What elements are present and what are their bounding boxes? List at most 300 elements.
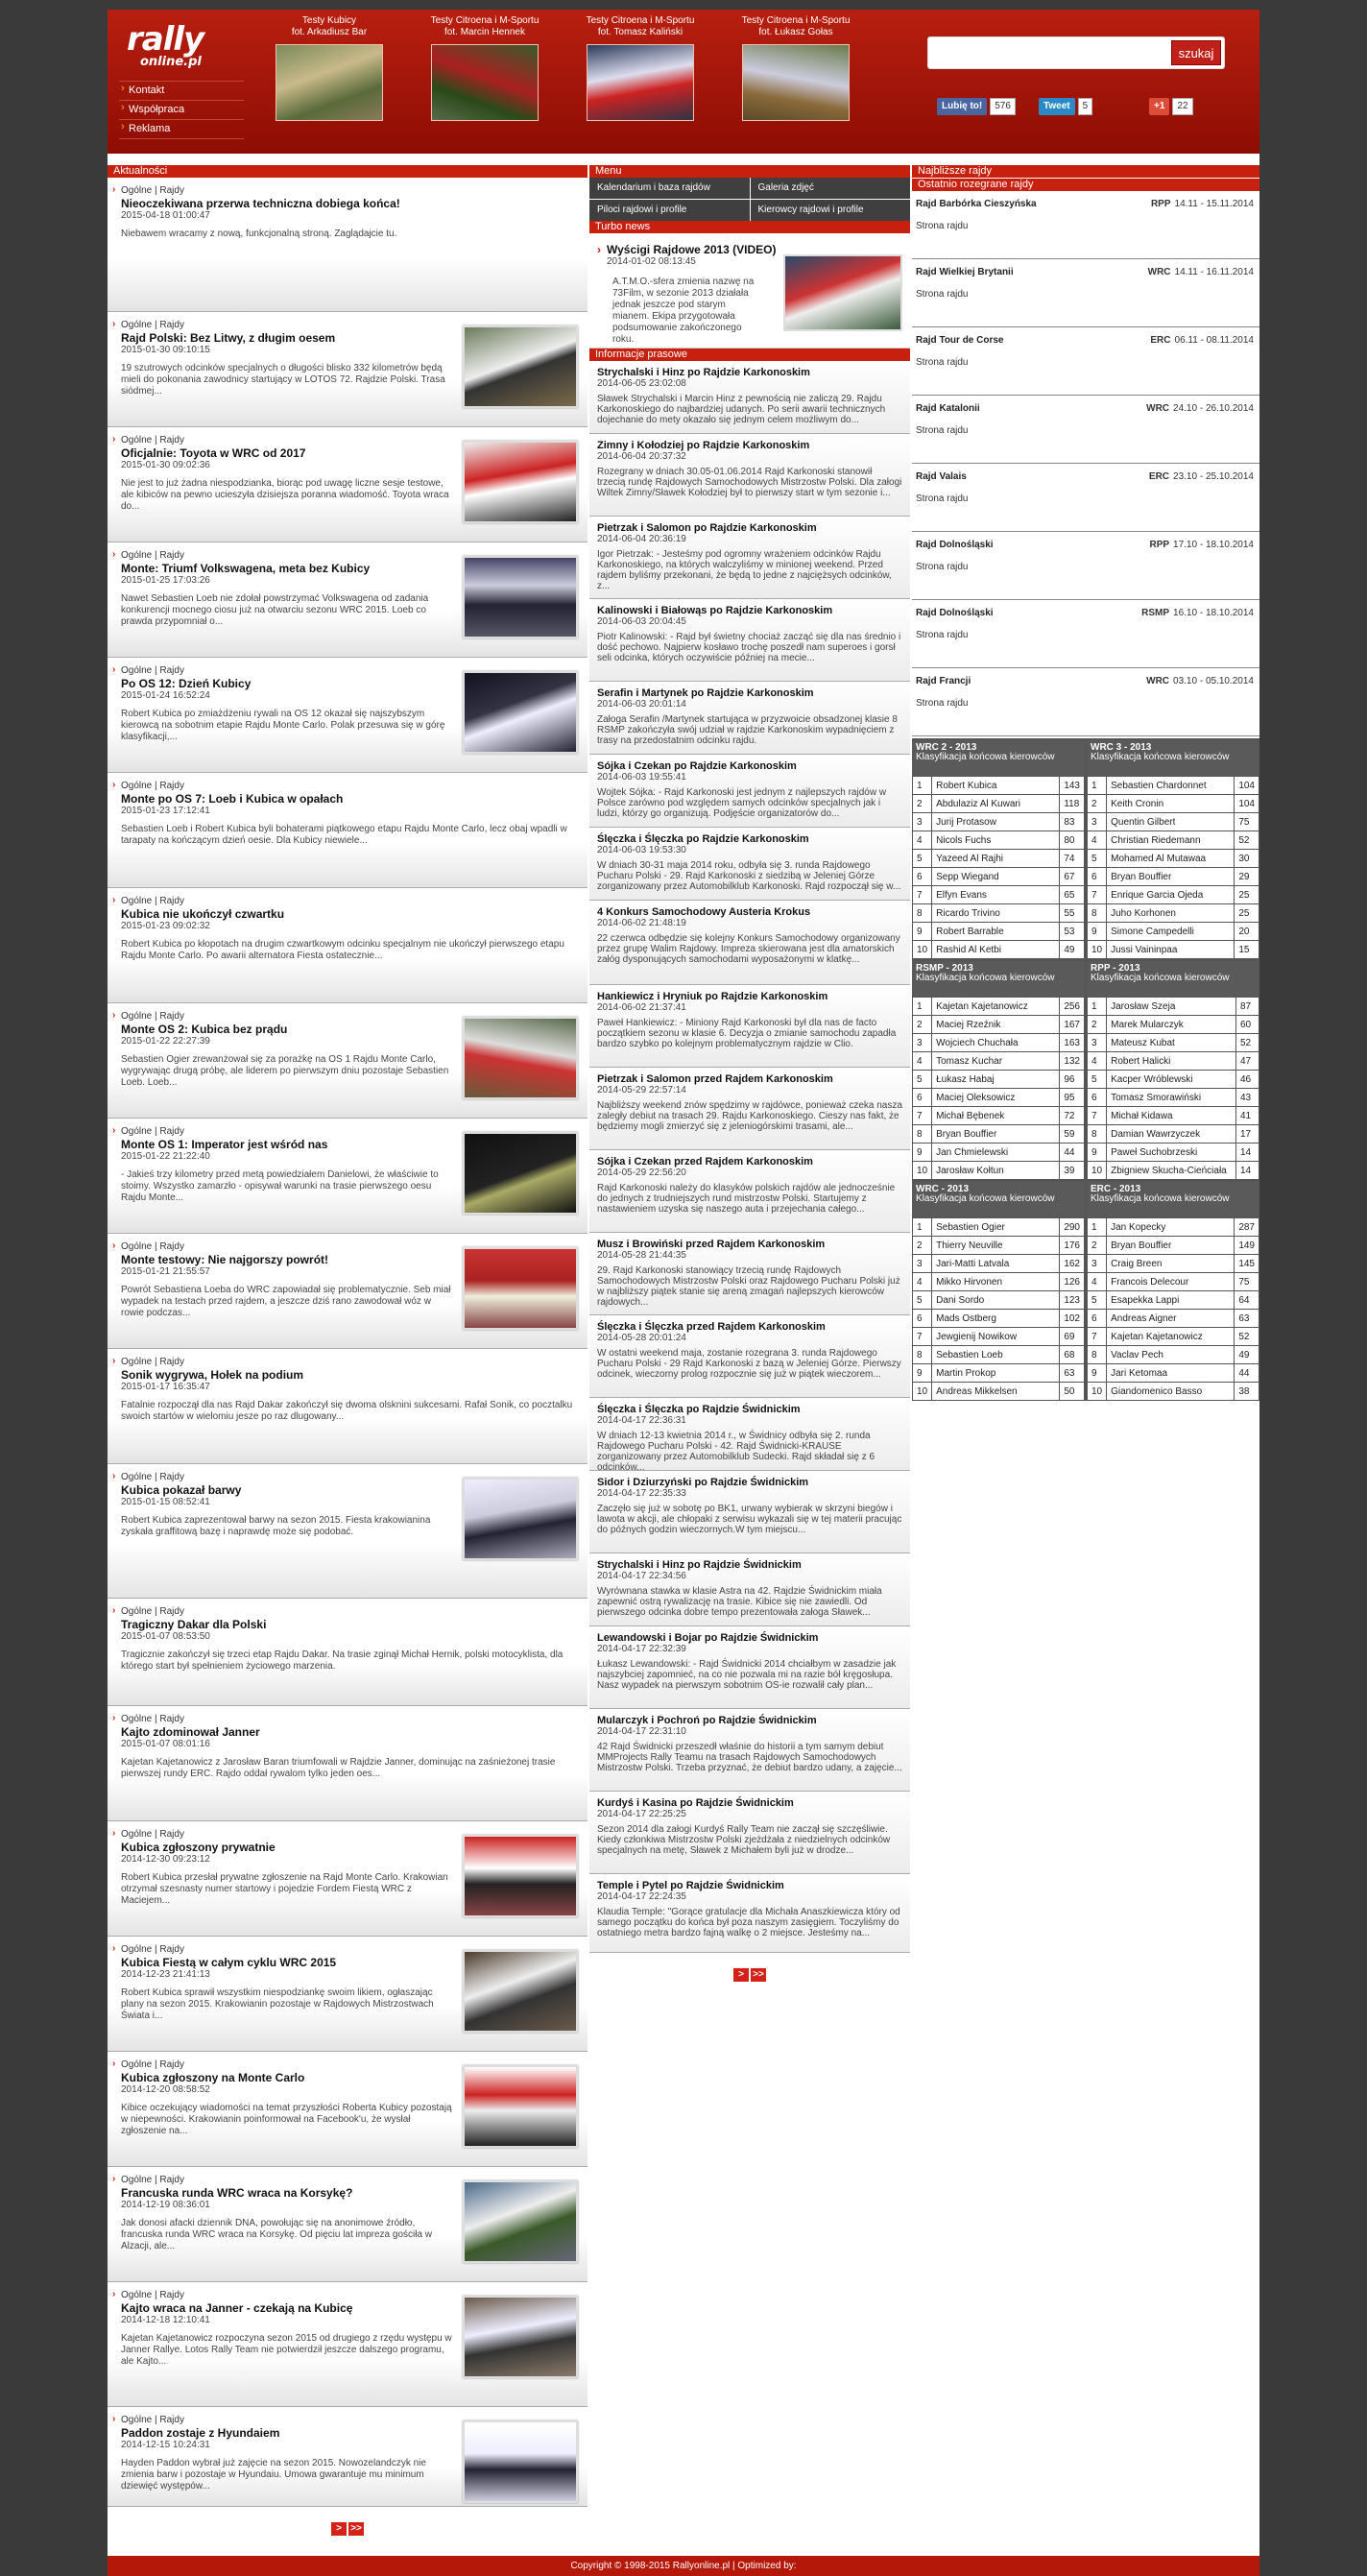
standings-pos: 8 (913, 1125, 932, 1144)
thumb-photo[interactable] (742, 44, 850, 121)
press-date: 2014-06-03 19:53:30 (597, 845, 686, 855)
standings-points: 55 (1060, 904, 1085, 923)
standings-driver[interactable]: Bryan Bouffier (1107, 868, 1235, 886)
standings-driver[interactable]: Robert Kubica (932, 777, 1060, 795)
standings-row (1088, 904, 1259, 923)
article-title[interactable]: Kajto wraca na Janner - czekają na Kubicę (121, 2301, 353, 2315)
article-category[interactable]: › Ogólne | Rajdy (121, 1126, 578, 1137)
rally-page-link[interactable]: Strona rajdu (916, 289, 969, 300)
standings-driver[interactable]: Abdulaziz Al Kuwari (932, 795, 1060, 813)
standings-pos: 2 (913, 1016, 932, 1034)
article-item[interactable] (108, 427, 588, 542)
press-item[interactable] (589, 1233, 910, 1315)
press-title[interactable]: Mularczyk i Pochroń po Rajdzie Świdnickim (597, 1715, 817, 1726)
standings-points: 41 (1236, 1107, 1259, 1125)
thumb-photo[interactable] (431, 44, 539, 121)
standings-title[interactable]: WRC - 2013 (916, 1184, 970, 1194)
article-date: 2014-12-15 10:24:31 (121, 2440, 210, 2450)
standings-row (913, 1291, 1085, 1310)
standings-driver[interactable]: Mikko Hirvonen (932, 1273, 1060, 1291)
menu-pilots[interactable]: Piloci rajdowi i profile (589, 200, 750, 221)
article-date: 2015-04-18 01:00:47 (121, 210, 210, 221)
article-item[interactable] (108, 542, 588, 658)
standings-driver[interactable]: Sebastien Ogier (932, 1218, 1060, 1237)
standings-table (912, 961, 1085, 1180)
gallery-thumb[interactable] (568, 15, 712, 121)
upcoming-header: Najbliższe rajdy (912, 165, 1259, 178)
rally-page-link[interactable]: Strona rajdu (916, 698, 969, 709)
standings-pos: 6 (913, 1310, 932, 1328)
standings-driver[interactable]: Yazeed Al Rajhi (932, 850, 1060, 868)
standings-points: 176 (1060, 1237, 1085, 1255)
article-image[interactable] (463, 1017, 578, 1099)
press-item[interactable] (589, 1553, 910, 1626)
fb-like-button[interactable]: Lubię to! (937, 98, 987, 115)
article-image[interactable] (463, 1247, 578, 1330)
press-pager (589, 1953, 910, 1993)
standings-points: 65 (1060, 886, 1085, 904)
standings-driver[interactable]: Michał Bębenek (932, 1107, 1060, 1125)
rally-name[interactable]: Rajd Dolnośląski (916, 540, 994, 550)
menu-gallery[interactable]: Galeria zdjęć (751, 178, 911, 199)
article-item[interactable] (108, 178, 588, 312)
article-excerpt: Nawet Sebastien Loeb nie zdołał powstrzymać Volkswagena od zadania konkurencji mocnego ciosu już na otwarciu sezonu WRC 2015. Loeb co prawda przypomniał o... (121, 593, 429, 627)
gallery-thumb[interactable] (724, 15, 868, 121)
article-title[interactable]: Monte OS 2: Kubica bez prądu (121, 1023, 288, 1036)
article-category[interactable]: › Ogólne | Rajdy (121, 2290, 578, 2300)
article-title[interactable]: Monte OS 1: Imperator jest wśród nas (121, 1138, 328, 1151)
press-item[interactable] (589, 517, 910, 599)
article-item[interactable] (108, 2167, 588, 2282)
standings-points: 46 (1236, 1071, 1259, 1089)
standings-row (1088, 1346, 1259, 1364)
article-title[interactable]: Oficjalnie: Toyota w WRC od 2017 (121, 446, 306, 460)
article-date: 2015-01-07 08:53:50 (121, 1631, 210, 1642)
standings-pos: 4 (1088, 831, 1107, 850)
press-date: 2014-05-28 20:01:24 (597, 1333, 686, 1343)
standings-pos: 5 (913, 850, 932, 868)
nav-kontakt[interactable]: › Kontakt (119, 81, 244, 101)
site-logo[interactable]: rally online.pl (127, 20, 204, 69)
press-date: 2014-04-17 22:36:31 (597, 1415, 686, 1426)
article-image[interactable] (463, 1835, 578, 1917)
article-image[interactable] (463, 671, 578, 754)
rally-page-link[interactable]: Strona rajdu (916, 357, 969, 368)
standings-driver[interactable]: Jarosław Szeja (1107, 998, 1236, 1016)
press-title[interactable]: Musz i Browiński przed Rajdem Karkonoskim (597, 1239, 826, 1250)
article-category[interactable]: › Ogólne | Rajdy (121, 896, 578, 906)
standings-title[interactable]: WRC 2 - 2013 (916, 742, 977, 753)
press-item[interactable] (589, 1874, 910, 1953)
article-category[interactable]: › Ogólne | Rajdy (121, 2175, 578, 2185)
article-title[interactable]: Kajto zdominował Janner (121, 1725, 260, 1739)
standings-driver[interactable]: Damian Wawrzyczek (1107, 1125, 1236, 1144)
search-button[interactable]: szukaj (1171, 40, 1221, 65)
article-item[interactable] (108, 1003, 588, 1119)
article-excerpt: Jak donosi afacki dziennik DNA, powołując się na anonimowe źródło, francuska runda WRC wraca na Korsykę. Od pięciu lat impreza gościła w Alzacji, ale... (121, 2218, 433, 2251)
rally-name[interactable]: Rajd Dolnośląski (916, 608, 994, 618)
standings-pos: 7 (1088, 1107, 1107, 1125)
nav-reklama[interactable]: › Reklama (119, 120, 244, 139)
article-title[interactable]: Monte testowy: Nie najgorszy powrót! (121, 1253, 329, 1266)
rally-name[interactable]: Rajd Francji (916, 676, 971, 686)
standings-driver[interactable]: Tomasz Smorawiński (1107, 1089, 1236, 1107)
standings-driver[interactable]: Giandomenico Basso (1107, 1383, 1235, 1401)
press-title[interactable]: Kalinowski i Białowąs po Rajdzie Karkonoskim (597, 605, 833, 616)
standings-title[interactable]: RSMP - 2013 (916, 963, 973, 974)
standings-driver[interactable]: Keith Cronin (1107, 795, 1235, 813)
google-plus[interactable] (1149, 98, 1193, 115)
standings-points: 44 (1060, 1144, 1085, 1162)
article-title[interactable]: Monte: Triumf Volkswagena, meta bez Kubicy (121, 562, 371, 575)
standings-driver[interactable]: Maciej Rzeźnik (932, 1016, 1060, 1034)
rally-name[interactable]: Rajd Barbórka Cieszyńska (916, 199, 1037, 209)
next-page-button[interactable]: > (331, 2522, 347, 2536)
article-category[interactable]: › Ogólne | Rajdy (121, 320, 578, 330)
standings-pos: 10 (913, 1383, 932, 1401)
article-excerpt: Nie jest to już żadna niespodzianka, biorąc pod uwagę liczne sesje testowe, ale kibiców na pewno ucieszyła dzisiejsza poranna wiadomość. Toyota wraca do... (121, 478, 449, 512)
standings-driver[interactable]: Michał Kidawa (1107, 1107, 1236, 1125)
press-item[interactable] (589, 1626, 910, 1709)
article-excerpt: Kibice oczekujący wiadomości na temat przyszłości Roberta Kubicy pozostają w niepewności. Krakowianin poinformował na Facebook'u, że wysłał zgłoszenie na... (121, 2103, 452, 2136)
standings-driver[interactable]: Jarosław Kołtun (932, 1162, 1060, 1180)
gallery-thumb[interactable] (413, 15, 557, 121)
article-category[interactable]: › Ogólne | Rajdy (121, 1829, 578, 1840)
standings-driver[interactable]: Kacper Wróblewski (1107, 1071, 1236, 1089)
article-item[interactable] (108, 773, 588, 888)
standings-driver[interactable]: Martin Prokop (932, 1364, 1060, 1383)
last-page-button[interactable]: >> (751, 1968, 766, 1982)
standings-driver[interactable]: Kajetan Kajetanowicz (932, 998, 1060, 1016)
rally-class: WRC (1146, 403, 1170, 414)
standings-row (1088, 777, 1259, 795)
press-title[interactable]: Ślęczka i Ślęczka po Rajdzie Karkonoskim (597, 833, 809, 845)
standings-pos: 6 (1088, 1089, 1107, 1107)
article-item[interactable] (108, 1599, 588, 1706)
press-title[interactable]: Strychalski i Hinz po Rajdzie Karkonoskim (597, 367, 810, 378)
standings-row (1088, 1162, 1259, 1180)
thumb-credit: fot. Marcin Hennek (444, 27, 525, 37)
article-image[interactable] (463, 441, 578, 523)
press-date: 2014-06-03 20:01:14 (597, 699, 686, 710)
standings-driver[interactable]: Bryan Bouffier (1107, 1237, 1235, 1255)
article-item[interactable] (108, 1464, 588, 1599)
press-title[interactable]: Hankiewicz i Hryniuk po Rajdzie Karkonoskim (597, 991, 828, 1002)
standings-driver[interactable]: Juho Korhonen (1107, 904, 1235, 923)
article-title[interactable]: Kubica pokazał barwy (121, 1483, 242, 1497)
article-image[interactable] (463, 2180, 578, 2263)
article-title[interactable]: Paddon zostaje z Hyundaiem (121, 2426, 280, 2440)
article-title[interactable]: Kubica Fiestą w całym cyklu WRC 2015 (121, 1956, 337, 1969)
standings-driver[interactable]: Andreas Mikkelsen (932, 1383, 1060, 1401)
article-item[interactable] (108, 2282, 588, 2407)
article-image[interactable] (463, 556, 578, 638)
news-pager (108, 2507, 588, 2547)
standings-row (1088, 1310, 1259, 1328)
press-title[interactable]: Ślęczka i Ślęczka przed Rajdem Karkonoskim (597, 1321, 826, 1333)
standings-table (1087, 1182, 1259, 1401)
standings-pos: 10 (1088, 941, 1107, 959)
press-title[interactable]: Sójka i Czekan przed Rajdem Karkonoskim (597, 1156, 813, 1168)
standings-driver[interactable]: Łukasz Habaj (932, 1071, 1060, 1089)
article-category[interactable]: › Ogólne | Rajdy (121, 2059, 578, 2070)
article-item[interactable] (108, 658, 588, 773)
article-item[interactable] (108, 1821, 588, 1937)
article-category[interactable]: › Ogólne | Rajdy (121, 185, 578, 196)
standings-points: 25 (1235, 886, 1259, 904)
standings-pos: 2 (1088, 1237, 1107, 1255)
standings-row (1088, 1237, 1259, 1255)
press-excerpt: W ostatni weekend maja, zostanie rozegrana 3. runda Rajdowego Pucharu Polski - 29 Rajd Karkonoski z bazą w Jeleniej Górze. Pierwszy odcinek, wieczorny prolog rozpocznie się już w piątek wieczorem... (597, 1348, 901, 1380)
rally-name[interactable]: Rajd Tour de Corse (916, 335, 1004, 346)
press-item[interactable] (589, 1398, 910, 1471)
standings-driver[interactable]: Vaclav Pech (1107, 1346, 1235, 1364)
press-item[interactable] (589, 1792, 910, 1874)
standings-pos: 8 (1088, 1346, 1107, 1364)
standings-driver[interactable]: Dani Sordo (932, 1291, 1060, 1310)
press-title[interactable]: Zimny i Kołodziej po Rajdzie Karkonoskim (597, 440, 810, 451)
article-image[interactable] (463, 2065, 578, 2148)
press-item[interactable] (589, 1315, 910, 1398)
press-title[interactable]: Temple i Pytel po Rajdzie Świdnickim (597, 1880, 784, 1891)
article-image[interactable] (463, 2296, 578, 2378)
standings-driver[interactable]: Wojciech Chuchała (932, 1034, 1060, 1052)
standings-driver[interactable]: Jussi Vaininpaa (1107, 941, 1235, 959)
standings-driver[interactable]: Ricardo Trivino (932, 904, 1060, 923)
article-image[interactable] (463, 2420, 578, 2503)
standings-driver[interactable]: Jewgienij Nowikow (932, 1328, 1060, 1346)
facebook-like[interactable] (937, 98, 1016, 115)
press-item[interactable] (589, 828, 910, 901)
press-item[interactable] (589, 1150, 910, 1233)
standings-driver[interactable]: Nicols Fuchs (932, 831, 1060, 850)
standings-title[interactable]: ERC - 2013 (1091, 1184, 1141, 1194)
standings-driver[interactable]: Rashid Al Ketbi (932, 941, 1060, 959)
rally-page-link[interactable]: Strona rajdu (916, 494, 969, 504)
article-date: 2014-12-18 12:10:41 (121, 2315, 210, 2325)
standings-driver[interactable]: Jurij Protasow (932, 813, 1060, 831)
standings-row (913, 1383, 1085, 1401)
press-date: 2014-06-04 20:36:19 (597, 534, 686, 544)
gallery-thumb[interactable] (257, 15, 401, 121)
article-category[interactable]: › Ogólne | Rajdy (121, 1606, 578, 1617)
article-date: 2014-12-20 08:58:52 (121, 2084, 210, 2095)
article-date: 2015-01-07 08:01:16 (121, 1739, 210, 1749)
press-item[interactable] (589, 1068, 910, 1150)
gplus-button[interactable]: +1 (1149, 98, 1169, 115)
standings-driver[interactable]: Esapekka Lappi (1107, 1291, 1235, 1310)
press-title[interactable]: Pietrzak i Salomon po Rajdzie Karkonoskim (597, 522, 817, 534)
press-title[interactable]: Pietrzak i Salomon przed Rajdem Karkonoskim (597, 1073, 833, 1085)
press-title[interactable]: 4 Konkurs Samochodowy Austeria Krokus (597, 906, 811, 918)
article-date: 2015-01-22 22:27:39 (121, 1036, 210, 1047)
article-item[interactable] (108, 2407, 588, 2507)
press-item[interactable] (589, 755, 910, 828)
press-item[interactable] (589, 599, 910, 682)
standings-driver[interactable]: Craig Breen (1107, 1255, 1235, 1273)
rally-page-link[interactable]: Strona rajdu (916, 425, 969, 436)
article-category[interactable]: › Ogólne | Rajdy (121, 665, 578, 676)
standings-driver[interactable]: Mateusz Kubat (1107, 1034, 1236, 1052)
rally-name[interactable]: Rajd Wielkiej Brytanii (916, 267, 1014, 277)
thumb-photo[interactable] (587, 44, 694, 121)
menu-calendar[interactable]: Kalendarium i baza rajdów (589, 178, 750, 199)
search-input[interactable] (934, 43, 1164, 62)
article-category[interactable]: › Ogólne | Rajdy (121, 1011, 578, 1022)
standings-driver[interactable]: Paweł Suchobrzeski (1107, 1144, 1236, 1162)
standings-driver[interactable]: Marek Mularczyk (1107, 1016, 1236, 1034)
standings-driver[interactable]: Jari Ketomaa (1107, 1364, 1235, 1383)
standings-pos: 7 (1088, 886, 1107, 904)
standings-driver[interactable]: Jan Chmielewski (932, 1144, 1060, 1162)
article-date: 2015-01-23 09:02:32 (121, 921, 210, 931)
press-item[interactable] (589, 1471, 910, 1553)
article-item[interactable] (108, 2052, 588, 2167)
standings-driver[interactable]: Jari-Matti Latvala (932, 1255, 1060, 1273)
article-category[interactable]: › Ogólne | Rajdy (121, 550, 578, 561)
article-title[interactable]: Nieoczekiwana przerwa techniczna dobiega końca! (121, 197, 400, 210)
twitter-tweet[interactable] (1039, 98, 1092, 115)
turbo-news-item[interactable] (589, 233, 910, 349)
standings-row (913, 904, 1085, 923)
article-category[interactable]: › Ogólne | Rajdy (121, 2415, 578, 2425)
article-image[interactable] (463, 1950, 578, 2033)
standings-pos: 9 (913, 1364, 932, 1383)
article-item[interactable] (108, 1234, 588, 1349)
standings-driver[interactable]: Enrique Garcia Ojeda (1107, 886, 1235, 904)
standings-driver[interactable]: Robert Barrable (932, 923, 1060, 941)
article-item[interactable] (108, 888, 588, 1003)
turbo-image[interactable] (783, 254, 902, 331)
article-image[interactable] (463, 325, 578, 408)
article-excerpt: Tragicznie zakończył się trzeci etap Rajdu Dakar. Na trasie zginął Michał Hernik, polski motocyklista, dla którego start był spełnieniem życiowego marzenia. (121, 1649, 564, 1672)
article-category[interactable]: › Ogólne | Rajdy (121, 1944, 578, 1955)
rally-class: WRC (1147, 267, 1171, 277)
article-title[interactable]: Tragiczny Dakar dla Polski (121, 1618, 267, 1631)
last-page-button[interactable]: >> (348, 2522, 364, 2536)
standings-driver[interactable]: Tomasz Kuchar (932, 1052, 1060, 1071)
thumb-photo[interactable] (276, 44, 383, 121)
standings-driver[interactable]: Sebastien Loeb (932, 1346, 1060, 1364)
press-title[interactable]: Strychalski i Hinz po Rajdzie Świdnickim (597, 1559, 802, 1571)
standings-driver[interactable]: Quentin Gilbert (1107, 813, 1235, 831)
article-title[interactable]: Monte po OS 7: Loeb i Kubica w opałach (121, 792, 344, 806)
press-title[interactable]: Sidor i Dziurzyński po Rajdzie Świdnickim (597, 1477, 809, 1488)
standings-points: 95 (1060, 1089, 1085, 1107)
article-title[interactable]: Sonik wygrywa, Hołek na podium (121, 1368, 304, 1382)
rally-name[interactable]: Rajd Valais (916, 471, 967, 482)
press-title[interactable]: Sójka i Czekan po Rajdzie Karkonoskim (597, 760, 797, 772)
press-item[interactable] (589, 985, 910, 1068)
article-item[interactable] (108, 1706, 588, 1821)
standings-driver[interactable]: Andreas Aigner (1107, 1310, 1235, 1328)
standings-title[interactable]: WRC 3 - 2013 (1091, 742, 1152, 753)
article-title[interactable]: Francuska runda WRC wraca na Korsykę? (121, 2186, 353, 2200)
standings-row (913, 1364, 1085, 1383)
article-title[interactable]: Po OS 12: Dzień Kubicy (121, 677, 252, 690)
press-item[interactable] (589, 434, 910, 517)
rally-page-link[interactable]: Strona rajdu (916, 221, 969, 231)
article-category[interactable]: › Ogólne | Rajdy (121, 1472, 578, 1482)
standings-driver[interactable]: Kajetan Kajetanowicz (1107, 1328, 1235, 1346)
standings-pos: 6 (913, 868, 932, 886)
article-title[interactable]: Kubica nie ukończył czwartku (121, 907, 285, 921)
press-excerpt: Wyrównana stawka w klasie Astra na 42. Rajdzie Świdnickim miała zapewnić ostrą rywalizację na trasie. Kibice się nie zawiedli. Od pierwszego odcinka dobre tempo prezentowała załoga Sławek... (597, 1586, 882, 1618)
nav-wspolpraca[interactable]: › Współpraca (119, 101, 244, 120)
rally-page-link[interactable]: Strona rajdu (916, 562, 969, 572)
standings-table (1087, 961, 1259, 1180)
tweet-button[interactable]: Tweet (1039, 98, 1075, 115)
standings-subtitle: Klasyfikacja końcowa kierowców (916, 752, 1055, 762)
press-item[interactable] (589, 682, 910, 755)
standings-row (913, 1310, 1085, 1328)
article-category[interactable]: › Ogólne | Rajdy (121, 435, 578, 445)
standings-points: 256 (1060, 998, 1085, 1016)
standings-driver[interactable]: Thierry Neuville (932, 1237, 1060, 1255)
article-image[interactable] (463, 1132, 578, 1215)
standings-pos: 9 (1088, 1364, 1107, 1383)
standings-driver[interactable]: Bryan Bouffier (932, 1125, 1060, 1144)
article-date: 2014-12-23 21:41:13 (121, 1969, 210, 1980)
standings-driver[interactable]: Mads Ostberg (932, 1310, 1060, 1328)
press-item[interactable] (589, 361, 910, 434)
press-item[interactable] (589, 1709, 910, 1792)
article-item[interactable] (108, 1349, 588, 1464)
press-title[interactable]: Kurdyś i Kasina po Rajdzie Świdnickim (597, 1797, 794, 1809)
article-title[interactable]: Kubica zgłoszony na Monte Carlo (121, 2071, 305, 2084)
article-item[interactable] (108, 1119, 588, 1234)
article-image[interactable] (463, 1478, 578, 1560)
menu-drivers[interactable]: Kierowcy rajdowi i profile (751, 200, 911, 221)
standings-pos: 3 (1088, 813, 1107, 831)
article-category[interactable]: › Ogólne | Rajdy (121, 781, 578, 791)
standings-title[interactable]: RPP - 2013 (1091, 963, 1140, 974)
article-category[interactable]: › Ogólne | Rajdy (121, 1714, 578, 1724)
standings-driver[interactable]: Francois Delecour (1107, 1273, 1235, 1291)
article-category[interactable]: › Ogólne | Rajdy (121, 1241, 578, 1252)
press-title[interactable]: Ślęczka i Ślęczka po Rajdzie Świdnickim (597, 1404, 801, 1415)
standings-driver[interactable]: Zbigniew Skucha-Cieńciała (1107, 1162, 1236, 1180)
press-title[interactable]: Serafin i Martynek po Rajdzie Karkonoskim (597, 687, 814, 699)
article-category[interactable]: › Ogólne | Rajdy (121, 1357, 578, 1367)
standings-points: 167 (1060, 1016, 1085, 1034)
standings-driver[interactable]: Sepp Wiegand (932, 868, 1060, 886)
press-item[interactable] (589, 901, 910, 985)
rally-name[interactable]: Rajd Katalonii (916, 403, 980, 414)
article-title[interactable]: Kubica zgłoszony prywatnie (121, 1841, 276, 1854)
standings-driver[interactable]: Jan Kopecky (1107, 1218, 1235, 1237)
press-title[interactable]: Lewandowski i Bojar po Rajdzie Świdnickim (597, 1632, 819, 1644)
turbo-title[interactable]: › Wyścigi Rajdowe 2013 (VIDEO) (597, 243, 902, 256)
article-item[interactable] (108, 1937, 588, 2052)
standings-driver[interactable]: Robert Halicki (1107, 1052, 1236, 1071)
standings-points: 14 (1236, 1144, 1259, 1162)
rally-item (912, 464, 1259, 532)
press-date: 2014-06-04 20:37:32 (597, 451, 686, 462)
standings-pos: 8 (913, 904, 932, 923)
article-title[interactable]: Rajd Polski: Bez Litwy, z długim oesem (121, 331, 336, 345)
standings-driver[interactable]: Mohamed Al Mutawaa (1107, 850, 1235, 868)
standings-driver[interactable]: Sebastien Chardonnet (1107, 777, 1235, 795)
article-item[interactable] (108, 312, 588, 427)
standings-driver[interactable]: Christian Riedemann (1107, 831, 1235, 850)
standings-driver[interactable]: Simone Campedelli (1107, 923, 1235, 941)
standings-driver[interactable]: Maciej Oleksowicz (932, 1089, 1060, 1107)
standings-driver[interactable]: Elfyn Evans (932, 886, 1060, 904)
standings-points: 52 (1236, 1034, 1259, 1052)
rally-page-link[interactable]: Strona rajdu (916, 630, 969, 640)
next-page-button[interactable]: > (733, 1968, 749, 1982)
